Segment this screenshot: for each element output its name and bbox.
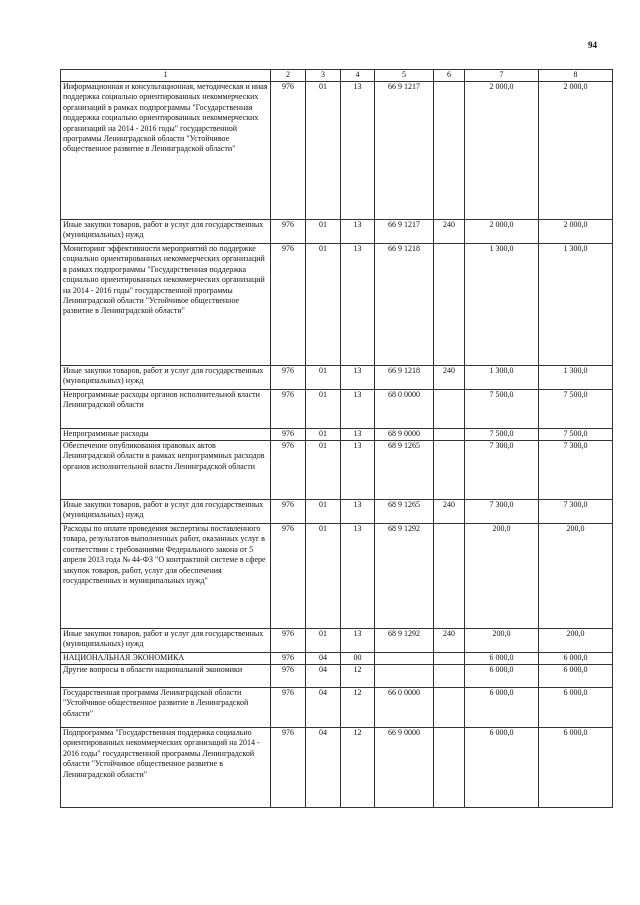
amount-year1-cell: 6 000,0 <box>465 688 539 728</box>
table-row <box>61 629 613 653</box>
grbs-cell: 976 <box>271 665 306 688</box>
expense-type-cell <box>434 244 465 366</box>
section-cell: 01 <box>306 524 341 629</box>
grbs-cell: 976 <box>271 653 306 665</box>
table-row <box>61 524 613 629</box>
expense-type-cell: 240 <box>434 629 465 653</box>
amount-year1-cell: 200,0 <box>465 524 539 629</box>
table-row <box>61 429 613 441</box>
table-row <box>61 500 613 524</box>
amount-year1-cell: 1 300,0 <box>465 244 539 366</box>
subsection-cell: 13 <box>341 500 375 524</box>
column-header: 5 <box>375 70 434 82</box>
amount-year2-cell: 2 000,0 <box>539 82 613 220</box>
amount-year1-cell: 6 000,0 <box>465 665 539 688</box>
row-name-cell: Иные закупки товаров, работ и услуг для государственных (муниципальных) нужд <box>61 629 271 653</box>
row-name-cell: Мониторинг эффективности мероприятий по поддержке социально ориентированных некоммерческих организаций в рамках подпрограммы "Государственная поддержка социально ориентированных некоммерческих организаций на 2014 - 2016 годы" государственной программы Ленинградской области "Устойчивое общественное развитие в Ленинградской области" <box>61 244 271 366</box>
amount-year1-cell: 6 000,0 <box>465 653 539 665</box>
amount-year2-cell: 1 300,0 <box>539 366 613 390</box>
table-row <box>61 220 613 244</box>
table-row <box>61 390 613 429</box>
subsection-cell: 13 <box>341 429 375 441</box>
row-name-cell: Иные закупки товаров, работ и услуг для государственных (муниципальных) нужд <box>61 220 271 244</box>
amount-year1-cell: 7 500,0 <box>465 390 539 429</box>
amount-year1-cell: 7 300,0 <box>465 441 539 500</box>
amount-year1-cell: 7 500,0 <box>465 429 539 441</box>
expense-type-cell: 240 <box>434 500 465 524</box>
column-header: 4 <box>341 70 375 82</box>
section-cell: 01 <box>306 500 341 524</box>
row-name-cell: Другие вопросы в области национальной экономики <box>61 665 271 688</box>
amount-year2-cell: 1 300,0 <box>539 244 613 366</box>
row-name-cell: Непрограммные расходы органов исполнительной власти Ленинградской области <box>61 390 271 429</box>
target-article-cell: 66 9 1218 <box>375 244 434 366</box>
expense-type-cell <box>434 429 465 441</box>
section-cell: 01 <box>306 366 341 390</box>
subsection-cell: 13 <box>341 390 375 429</box>
amount-year1-cell: 1 300,0 <box>465 366 539 390</box>
column-header: 6 <box>434 70 465 82</box>
row-name-cell: Информационная и консультационная, методическая и иная поддержка социально ориентированных некоммерческих организаций в рамках подпрограммы "Государственная поддержка социально ориентированных некоммерческих организаций на 2014 - 2016 годы" государственной программы Ленинградской области "Устойчивое общественное развитие в Ленинградской области" <box>61 82 271 220</box>
amount-year2-cell: 200,0 <box>539 629 613 653</box>
table-row <box>61 728 613 808</box>
subsection-cell: 13 <box>341 82 375 220</box>
target-article-cell <box>375 665 434 688</box>
section-cell: 01 <box>306 441 341 500</box>
expense-type-cell <box>434 728 465 808</box>
amount-year2-cell: 7 300,0 <box>539 441 613 500</box>
amount-year2-cell: 6 000,0 <box>539 728 613 808</box>
column-header: 8 <box>539 70 613 82</box>
amount-year2-cell: 7 500,0 <box>539 390 613 429</box>
amount-year2-cell: 2 000,0 <box>539 220 613 244</box>
section-cell: 04 <box>306 665 341 688</box>
amount-year2-cell: 200,0 <box>539 524 613 629</box>
grbs-cell: 976 <box>271 390 306 429</box>
subsection-cell: 12 <box>341 688 375 728</box>
amount-year2-cell: 7 300,0 <box>539 500 613 524</box>
row-name-cell: НАЦИОНАЛЬНАЯ ЭКОНОМИКА <box>61 653 271 665</box>
target-article-cell: 66 9 1218 <box>375 366 434 390</box>
row-name-cell: Иные закупки товаров, работ и услуг для государственных (муниципальных) нужд <box>61 500 271 524</box>
expense-type-cell <box>434 665 465 688</box>
page-number: 94 <box>588 40 597 50</box>
target-article-cell: 68 9 1265 <box>375 441 434 500</box>
subsection-cell: 13 <box>341 366 375 390</box>
grbs-cell: 976 <box>271 429 306 441</box>
grbs-cell: 976 <box>271 244 306 366</box>
amount-year2-cell: 6 000,0 <box>539 653 613 665</box>
section-cell: 04 <box>306 728 341 808</box>
table-row <box>61 244 613 366</box>
section-cell: 01 <box>306 220 341 244</box>
target-article-cell: 66 9 0000 <box>375 728 434 808</box>
target-article-cell: 68 0 0000 <box>375 390 434 429</box>
section-cell: 01 <box>306 429 341 441</box>
expense-type-cell <box>434 653 465 665</box>
grbs-cell: 976 <box>271 524 306 629</box>
grbs-cell: 976 <box>271 82 306 220</box>
grbs-cell: 976 <box>271 629 306 653</box>
column-header: 2 <box>271 70 306 82</box>
row-name-cell: Подпрограмма "Государственная поддержка социально ориентированных некоммерческих организаций на 2014 - 2016 годы" государственной программы Ленинградской области "Устойчивое общественное развитие в Ленинградской области" <box>61 728 271 808</box>
section-cell: 04 <box>306 688 341 728</box>
amount-year1-cell: 200,0 <box>465 629 539 653</box>
section-cell: 04 <box>306 653 341 665</box>
section-cell: 01 <box>306 390 341 429</box>
grbs-cell: 976 <box>271 441 306 500</box>
amount-year1-cell: 7 300,0 <box>465 500 539 524</box>
target-article-cell: 66 9 1217 <box>375 220 434 244</box>
column-number-row <box>61 70 613 82</box>
amount-year1-cell: 6 000,0 <box>465 728 539 808</box>
table-header <box>61 70 613 82</box>
section-cell: 01 <box>306 629 341 653</box>
table-row <box>61 366 613 390</box>
table-row <box>61 688 613 728</box>
row-name-cell: Расходы по оплате проведения экспертизы поставленного товара, результатов выполненных работ, оказанных услуг в соответствии с требованиями Федерального закона от 5 апреля 2013 года № 44-ФЗ "О контрактной системе в сфере закупок товаров, работ, услуг для обеспечения государственных и муниципальных нужд" <box>61 524 271 629</box>
row-name-cell: Непрограммные расходы <box>61 429 271 441</box>
amount-year2-cell: 6 000,0 <box>539 665 613 688</box>
target-article-cell: 66 9 1217 <box>375 82 434 220</box>
grbs-cell: 976 <box>271 366 306 390</box>
row-name-cell: Обеспечение опубликования правовых актов Ленинградской области в рамках непрограммных расходов органов исполнительной власти Ленинградской области <box>61 441 271 500</box>
amount-year2-cell: 7 500,0 <box>539 429 613 441</box>
expense-type-cell <box>434 688 465 728</box>
expense-type-cell: 240 <box>434 366 465 390</box>
target-article-cell: 68 9 1292 <box>375 629 434 653</box>
expense-type-cell <box>434 82 465 220</box>
subsection-cell: 12 <box>341 728 375 808</box>
amount-year1-cell: 2 000,0 <box>465 220 539 244</box>
section-cell: 01 <box>306 244 341 366</box>
subsection-cell: 13 <box>341 629 375 653</box>
grbs-cell: 976 <box>271 500 306 524</box>
grbs-cell: 976 <box>271 688 306 728</box>
column-header: 3 <box>306 70 341 82</box>
subsection-cell: 13 <box>341 524 375 629</box>
subsection-cell: 13 <box>341 220 375 244</box>
row-name-cell: Государственная программа Ленинградской области "Устойчивое общественное развитие в Ленинградской области" <box>61 688 271 728</box>
expense-type-cell <box>434 390 465 429</box>
amount-year2-cell: 6 000,0 <box>539 688 613 728</box>
subsection-cell: 13 <box>341 441 375 500</box>
target-article-cell: 68 9 1292 <box>375 524 434 629</box>
subsection-cell: 00 <box>341 653 375 665</box>
grbs-cell: 976 <box>271 728 306 808</box>
budget-table <box>60 69 613 808</box>
target-article-cell: 68 9 0000 <box>375 429 434 441</box>
expense-type-cell: 240 <box>434 220 465 244</box>
target-article-cell <box>375 653 434 665</box>
subsection-cell: 13 <box>341 244 375 366</box>
table-row <box>61 653 613 665</box>
expense-type-cell <box>434 441 465 500</box>
row-name-cell: Иные закупки товаров, работ и услуг для государственных (муниципальных) нужд <box>61 366 271 390</box>
expense-type-cell <box>434 524 465 629</box>
table-row <box>61 441 613 500</box>
subsection-cell: 12 <box>341 665 375 688</box>
section-cell: 01 <box>306 82 341 220</box>
column-header: 1 <box>61 70 271 82</box>
grbs-cell: 976 <box>271 220 306 244</box>
target-article-cell: 68 9 1265 <box>375 500 434 524</box>
amount-year1-cell: 2 000,0 <box>465 82 539 220</box>
table-body <box>61 82 613 808</box>
table-row <box>61 82 613 220</box>
target-article-cell: 66 0 0000 <box>375 688 434 728</box>
table-row <box>61 665 613 688</box>
column-header: 7 <box>465 70 539 82</box>
